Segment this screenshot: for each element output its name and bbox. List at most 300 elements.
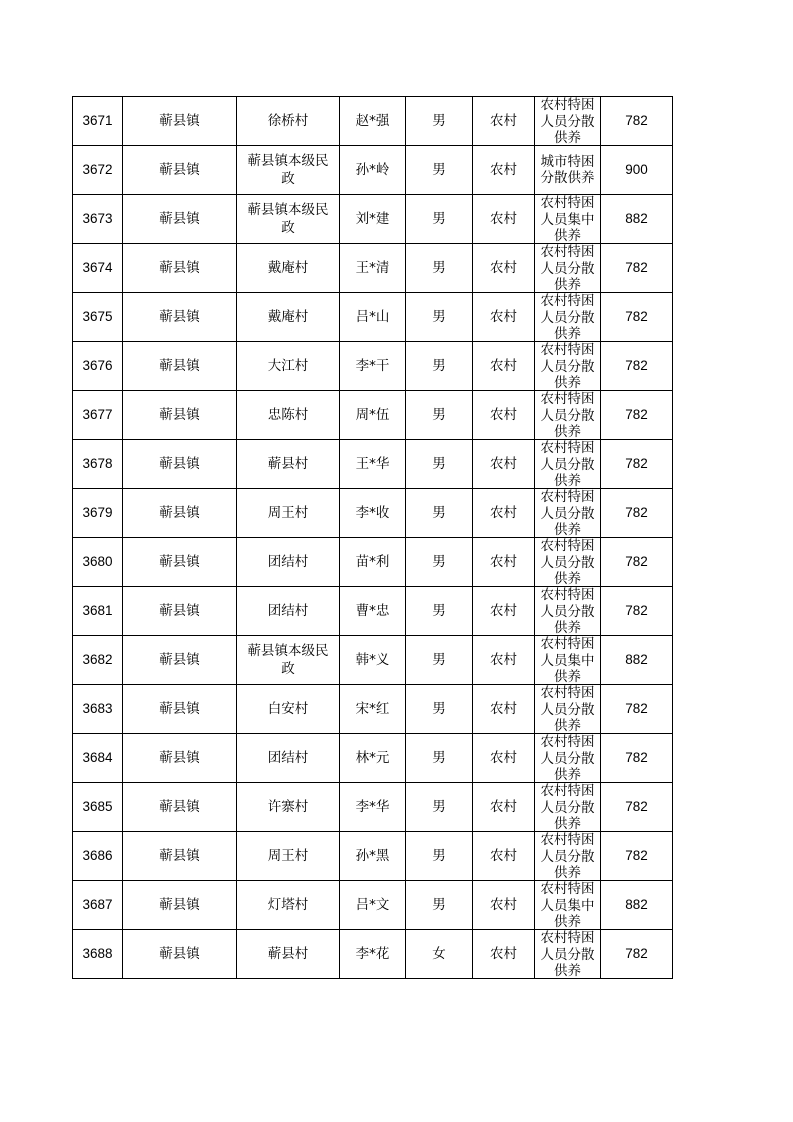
amount-text: 782	[625, 554, 648, 569]
name-cell	[340, 636, 406, 685]
village-cell	[237, 930, 340, 979]
name-text: 李*干	[355, 358, 390, 374]
support-category-cell	[535, 391, 601, 440]
amount-text: 782	[625, 603, 648, 618]
gender-text: 男	[432, 554, 446, 570]
village-text: 蕲县村	[267, 456, 309, 472]
village-text: 戴庵村	[267, 309, 309, 325]
serial-number-cell	[73, 587, 123, 636]
village-cell	[237, 685, 340, 734]
table-row	[73, 440, 673, 489]
town-text: 蕲县镇	[159, 456, 200, 472]
serial-number-cell	[73, 146, 123, 195]
area-type-cell	[473, 587, 535, 636]
name-cell	[340, 685, 406, 734]
table-row	[73, 293, 673, 342]
town-text: 蕲县镇	[159, 946, 200, 962]
name-text: 王*华	[355, 456, 390, 472]
amount-cell	[601, 587, 673, 636]
amount-text: 782	[625, 701, 648, 716]
serial-number-text: 3687	[82, 897, 113, 912]
table-row	[73, 685, 673, 734]
name-cell	[340, 391, 406, 440]
town-text: 蕲县镇	[159, 897, 200, 913]
village-cell	[237, 587, 340, 636]
area-type-cell	[473, 930, 535, 979]
table-row	[73, 342, 673, 391]
gender-cell	[406, 342, 473, 391]
village-text: 蕲县镇本级民政	[247, 153, 329, 187]
amount-text: 782	[625, 407, 648, 422]
town-text: 蕲县镇	[159, 603, 200, 619]
village-cell	[237, 97, 340, 146]
village-text: 灯塔村	[267, 897, 309, 913]
serial-number-cell	[73, 293, 123, 342]
gender-cell	[406, 293, 473, 342]
gender-cell	[406, 391, 473, 440]
gender-cell	[406, 538, 473, 587]
support-category-text: 城市特困分散供养	[540, 153, 595, 186]
area-type-cell	[473, 734, 535, 783]
name-cell	[340, 342, 406, 391]
name-text: 林*元	[355, 750, 390, 766]
area-type-text: 农村	[490, 750, 517, 766]
town-text: 蕲县镇	[159, 358, 200, 374]
area-type-cell	[473, 832, 535, 881]
town-text: 蕲县镇	[159, 505, 200, 521]
gender-cell	[406, 783, 473, 832]
support-category-cell	[535, 195, 601, 244]
gender-cell	[406, 195, 473, 244]
village-cell	[237, 881, 340, 930]
gender-text: 男	[432, 505, 446, 521]
name-text: 孙*黑	[355, 848, 390, 864]
area-type-text: 农村	[490, 554, 517, 570]
support-category-cell	[535, 685, 601, 734]
serial-number-text: 3685	[82, 799, 113, 814]
name-cell	[340, 832, 406, 881]
area-type-text: 农村	[490, 113, 517, 129]
village-cell	[237, 146, 340, 195]
village-cell	[237, 293, 340, 342]
village-text: 周王村	[267, 505, 309, 521]
support-category-cell	[535, 293, 601, 342]
table-row	[73, 489, 673, 538]
amount-text: 782	[625, 799, 648, 814]
gender-text: 男	[432, 652, 446, 668]
name-cell	[340, 734, 406, 783]
gender-cell	[406, 440, 473, 489]
support-category-text: 农村特困人员分散供养	[540, 97, 595, 145]
town-text: 蕲县镇	[159, 652, 200, 668]
support-category-cell	[535, 832, 601, 881]
village-cell	[237, 391, 340, 440]
table-row	[73, 97, 673, 146]
serial-number-text: 3688	[82, 946, 113, 961]
town-text: 蕲县镇	[159, 750, 200, 766]
name-text: 宋*红	[355, 701, 390, 717]
town-cell	[123, 930, 237, 979]
town-cell	[123, 489, 237, 538]
amount-cell	[601, 832, 673, 881]
village-cell	[237, 489, 340, 538]
serial-number-text: 3677	[82, 407, 113, 422]
support-category-cell	[535, 881, 601, 930]
amount-cell	[601, 146, 673, 195]
area-type-cell	[473, 391, 535, 440]
support-category-text: 农村特困人员分散供养	[540, 440, 595, 488]
name-text: 吕*山	[355, 309, 390, 325]
gender-cell	[406, 734, 473, 783]
serial-number-cell	[73, 195, 123, 244]
gender-text: 男	[432, 799, 446, 815]
name-cell	[340, 440, 406, 489]
town-text: 蕲县镇	[159, 309, 200, 325]
gender-text: 男	[432, 848, 446, 864]
village-cell	[237, 195, 340, 244]
town-cell	[123, 783, 237, 832]
support-category-cell	[535, 489, 601, 538]
support-category-text: 农村特困人员分散供养	[540, 734, 595, 782]
gender-cell	[406, 244, 473, 293]
village-text: 忠陈村	[267, 407, 309, 423]
serial-number-text: 3682	[82, 652, 113, 667]
village-text: 许寨村	[267, 799, 309, 815]
area-type-text: 农村	[490, 701, 517, 717]
amount-text: 882	[625, 897, 648, 912]
table-row	[73, 538, 673, 587]
town-cell	[123, 244, 237, 293]
serial-number-cell	[73, 734, 123, 783]
table-row	[73, 391, 673, 440]
serial-number-text: 3676	[82, 358, 113, 373]
village-text: 团结村	[267, 603, 309, 619]
town-cell	[123, 538, 237, 587]
name-text: 孙*岭	[355, 162, 390, 178]
gender-text: 男	[432, 701, 446, 717]
amount-text: 782	[625, 946, 648, 961]
serial-number-text: 3680	[82, 554, 113, 569]
support-category-text: 农村特困人员分散供养	[540, 293, 595, 341]
serial-number-cell	[73, 391, 123, 440]
serial-number-cell	[73, 489, 123, 538]
name-cell	[340, 881, 406, 930]
name-text: 韩*义	[355, 652, 390, 668]
amount-text: 782	[625, 750, 648, 765]
gender-cell	[406, 587, 473, 636]
gender-cell	[406, 881, 473, 930]
gender-text: 男	[432, 750, 446, 766]
area-type-text: 农村	[490, 848, 517, 864]
gender-text: 男	[432, 309, 446, 325]
town-cell	[123, 685, 237, 734]
amount-cell	[601, 685, 673, 734]
relief-recipients-table	[72, 96, 673, 979]
village-cell	[237, 538, 340, 587]
area-type-text: 农村	[490, 652, 517, 668]
name-cell	[340, 587, 406, 636]
name-text: 李*花	[355, 946, 390, 962]
town-cell	[123, 293, 237, 342]
name-cell	[340, 146, 406, 195]
serial-number-text: 3678	[82, 456, 113, 471]
name-text: 赵*强	[355, 113, 390, 129]
area-type-text: 农村	[490, 407, 517, 423]
serial-number-cell	[73, 881, 123, 930]
name-cell	[340, 930, 406, 979]
gender-cell	[406, 832, 473, 881]
amount-text: 782	[625, 456, 648, 471]
area-type-cell	[473, 538, 535, 587]
name-cell	[340, 293, 406, 342]
area-type-cell	[473, 146, 535, 195]
name-cell	[340, 489, 406, 538]
serial-number-text: 3673	[82, 211, 113, 226]
gender-cell	[406, 146, 473, 195]
area-type-cell	[473, 636, 535, 685]
amount-cell	[601, 930, 673, 979]
name-text: 刘*建	[355, 211, 390, 227]
town-text: 蕲县镇	[159, 701, 200, 717]
town-cell	[123, 440, 237, 489]
serial-number-text: 3675	[82, 309, 113, 324]
area-type-text: 农村	[490, 799, 517, 815]
gender-text: 男	[432, 407, 446, 423]
support-category-cell	[535, 146, 601, 195]
area-type-cell	[473, 881, 535, 930]
serial-number-text: 3672	[82, 162, 113, 177]
support-category-cell	[535, 587, 601, 636]
town-text: 蕲县镇	[159, 554, 200, 570]
table-row	[73, 244, 673, 293]
support-category-cell	[535, 930, 601, 979]
support-category-text: 农村特困人员分散供养	[540, 685, 595, 733]
village-cell	[237, 832, 340, 881]
amount-text: 782	[625, 505, 648, 520]
support-category-text: 农村特困人员分散供养	[540, 489, 595, 537]
name-text: 李*收	[355, 505, 390, 521]
village-text: 白安村	[267, 701, 309, 717]
support-category-cell	[535, 440, 601, 489]
name-cell	[340, 538, 406, 587]
amount-cell	[601, 391, 673, 440]
area-type-text: 农村	[490, 603, 517, 619]
support-category-cell	[535, 538, 601, 587]
village-cell	[237, 734, 340, 783]
support-category-cell	[535, 783, 601, 832]
town-cell	[123, 342, 237, 391]
table-row	[73, 832, 673, 881]
area-type-cell	[473, 195, 535, 244]
area-type-text: 农村	[490, 358, 517, 374]
amount-text: 782	[625, 113, 648, 128]
gender-cell	[406, 685, 473, 734]
serial-number-cell	[73, 930, 123, 979]
support-category-text: 农村特困人员分散供养	[540, 342, 595, 390]
amount-cell	[601, 244, 673, 293]
village-cell	[237, 440, 340, 489]
village-text: 戴庵村	[267, 260, 309, 276]
area-type-cell	[473, 783, 535, 832]
town-cell	[123, 734, 237, 783]
village-text: 蕲县镇本级民政	[247, 202, 329, 236]
name-text: 周*伍	[355, 407, 390, 423]
amount-cell	[601, 538, 673, 587]
serial-number-text: 3679	[82, 505, 113, 520]
area-type-text: 农村	[490, 162, 517, 178]
amount-cell	[601, 783, 673, 832]
area-type-text: 农村	[490, 260, 517, 276]
amount-text: 782	[625, 358, 648, 373]
gender-cell	[406, 489, 473, 538]
area-type-text: 农村	[490, 897, 517, 913]
table-row	[73, 587, 673, 636]
serial-number-cell	[73, 685, 123, 734]
area-type-text: 农村	[490, 505, 517, 521]
name-text: 曹*忠	[355, 603, 390, 619]
area-type-cell	[473, 685, 535, 734]
name-text: 苗*利	[355, 554, 390, 570]
amount-cell	[601, 489, 673, 538]
name-cell	[340, 244, 406, 293]
support-category-text: 农村特困人员集中供养	[540, 636, 595, 684]
area-type-cell	[473, 97, 535, 146]
table-row	[73, 783, 673, 832]
serial-number-text: 3683	[82, 701, 113, 716]
gender-text: 男	[432, 113, 446, 129]
village-text: 团结村	[267, 750, 309, 766]
town-text: 蕲县镇	[159, 162, 200, 178]
amount-cell	[601, 342, 673, 391]
town-cell	[123, 832, 237, 881]
name-text: 吕*文	[355, 897, 390, 913]
town-text: 蕲县镇	[159, 799, 200, 815]
town-text: 蕲县镇	[159, 848, 200, 864]
gender-text: 男	[432, 211, 446, 227]
gender-text: 男	[432, 897, 446, 913]
support-category-text: 农村特困人员分散供养	[540, 538, 595, 586]
table-row	[73, 146, 673, 195]
serial-number-cell	[73, 783, 123, 832]
serial-number-text: 3686	[82, 848, 113, 863]
amount-cell	[601, 440, 673, 489]
support-category-text: 农村特困人员分散供养	[540, 783, 595, 831]
name-text: 王*清	[355, 260, 390, 276]
table-row	[73, 930, 673, 979]
area-type-cell	[473, 440, 535, 489]
village-text: 团结村	[267, 554, 309, 570]
name-cell	[340, 783, 406, 832]
amount-cell	[601, 734, 673, 783]
town-cell	[123, 97, 237, 146]
area-type-text: 农村	[490, 946, 517, 962]
town-cell	[123, 587, 237, 636]
gender-text: 男	[432, 260, 446, 276]
amount-text: 782	[625, 848, 648, 863]
area-type-cell	[473, 489, 535, 538]
town-cell	[123, 881, 237, 930]
table-row	[73, 734, 673, 783]
serial-number-text: 3674	[82, 260, 113, 275]
table-row	[73, 636, 673, 685]
amount-cell	[601, 293, 673, 342]
serial-number-text: 3684	[82, 750, 113, 765]
village-cell	[237, 636, 340, 685]
town-text: 蕲县镇	[159, 260, 200, 276]
support-category-cell	[535, 342, 601, 391]
table-row	[73, 195, 673, 244]
table-row	[73, 881, 673, 930]
serial-number-cell	[73, 97, 123, 146]
name-text: 李*华	[355, 799, 390, 815]
serial-number-cell	[73, 636, 123, 685]
amount-text: 782	[625, 309, 648, 324]
name-cell	[340, 195, 406, 244]
town-cell	[123, 636, 237, 685]
serial-number-cell	[73, 440, 123, 489]
support-category-cell	[535, 734, 601, 783]
support-category-text: 农村特困人员分散供养	[540, 244, 595, 292]
gender-text: 男	[432, 603, 446, 619]
support-category-text: 农村特困人员分散供养	[540, 930, 595, 978]
gender-text: 女	[432, 946, 446, 962]
town-cell	[123, 391, 237, 440]
gender-cell	[406, 97, 473, 146]
serial-number-text: 3671	[82, 113, 113, 128]
village-text: 周王村	[267, 848, 309, 864]
town-text: 蕲县镇	[159, 407, 200, 423]
area-type-text: 农村	[490, 309, 517, 325]
serial-number-text: 3681	[82, 603, 113, 618]
town-text: 蕲县镇	[159, 113, 200, 129]
support-category-cell	[535, 97, 601, 146]
amount-text: 882	[625, 652, 648, 667]
table-body	[73, 97, 673, 979]
support-category-text: 农村特困人员集中供养	[540, 195, 595, 243]
village-cell	[237, 783, 340, 832]
serial-number-cell	[73, 538, 123, 587]
gender-text: 男	[432, 162, 446, 178]
serial-number-cell	[73, 832, 123, 881]
gender-cell	[406, 930, 473, 979]
support-category-text: 农村特困人员分散供养	[540, 587, 595, 635]
amount-cell	[601, 195, 673, 244]
village-cell	[237, 342, 340, 391]
support-category-cell	[535, 636, 601, 685]
gender-cell	[406, 636, 473, 685]
support-category-text: 农村特困人员分散供养	[540, 391, 595, 439]
support-category-cell	[535, 244, 601, 293]
support-category-text: 农村特困人员分散供养	[540, 832, 595, 880]
amount-cell	[601, 881, 673, 930]
village-text: 蕲县镇本级民政	[247, 643, 329, 677]
area-type-text: 农村	[490, 211, 517, 227]
support-category-text: 农村特困人员集中供养	[540, 881, 595, 929]
area-type-cell	[473, 342, 535, 391]
amount-text: 882	[625, 211, 648, 226]
amount-cell	[601, 97, 673, 146]
area-type-cell	[473, 293, 535, 342]
name-cell	[340, 97, 406, 146]
amount-text: 900	[625, 162, 648, 177]
serial-number-cell	[73, 342, 123, 391]
amount-cell	[601, 636, 673, 685]
area-type-cell	[473, 244, 535, 293]
village-text: 大江村	[267, 358, 309, 374]
serial-number-cell	[73, 244, 123, 293]
area-type-text: 农村	[490, 456, 517, 472]
amount-text: 782	[625, 260, 648, 275]
